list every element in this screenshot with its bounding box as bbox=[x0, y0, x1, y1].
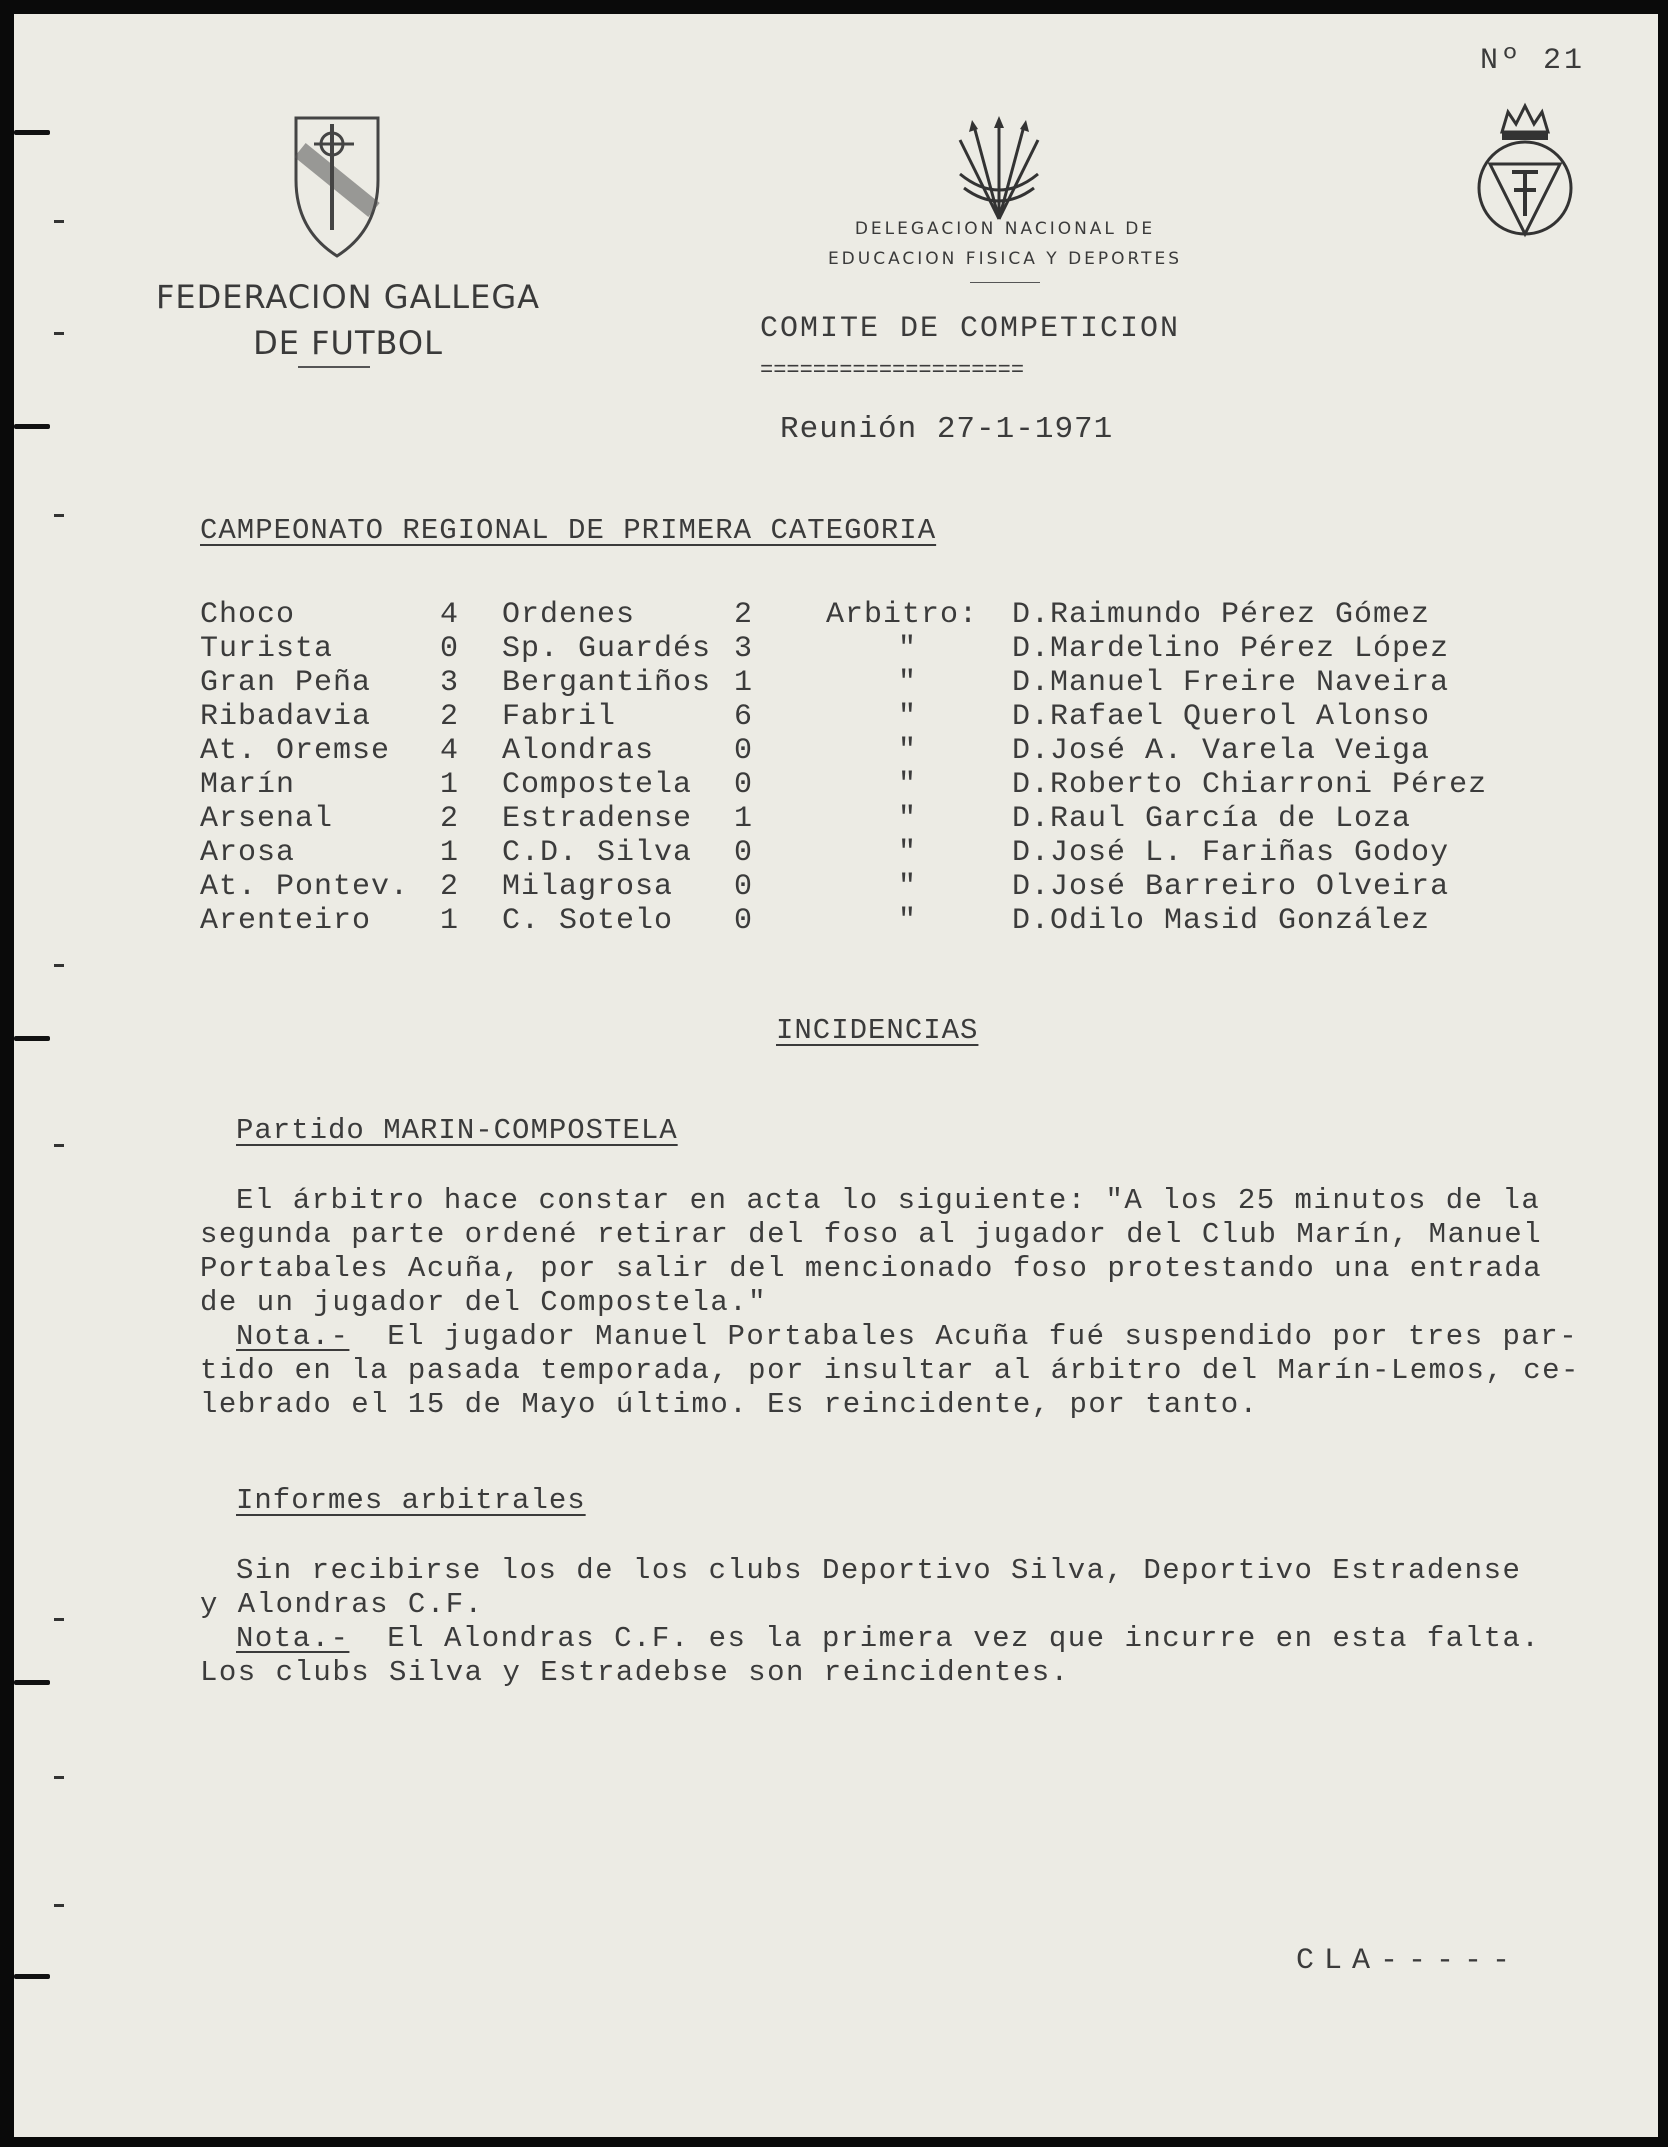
partido-heading: Partido MARIN-COMPOSTELA bbox=[236, 1114, 678, 1147]
referee-ditto: " bbox=[898, 904, 918, 938]
home-team: Arsenal bbox=[200, 802, 334, 836]
nota-label: Nota.- bbox=[236, 1622, 350, 1655]
referee-name: D.Roberto Chiarroni Pérez bbox=[1012, 768, 1488, 802]
nota-line bbox=[200, 1320, 1640, 1354]
home-goals: 3 bbox=[440, 666, 460, 700]
away-goals: 1 bbox=[734, 666, 754, 700]
referee-ditto: " bbox=[898, 632, 918, 666]
table-row bbox=[200, 598, 1530, 632]
committee-double-underline: ==================== bbox=[760, 358, 1025, 383]
table-row bbox=[200, 666, 1530, 700]
home-goals: 1 bbox=[440, 904, 460, 938]
text-line: lebrado el 15 de Mayo último. Es reincidente, por tanto. bbox=[200, 1388, 1259, 1421]
crowned-federation-crest bbox=[1470, 98, 1580, 248]
incidencias-heading: INCIDENCIAS bbox=[776, 1014, 979, 1047]
text-line: tido en la pasada temporada, por insultar al árbitro del Marín-Lemos, ce- bbox=[200, 1354, 1580, 1387]
partido-body bbox=[200, 1184, 1640, 1422]
margin-mark bbox=[54, 220, 64, 223]
away-team: Estradense bbox=[502, 802, 693, 836]
home-goals: 2 bbox=[440, 870, 460, 904]
table-row bbox=[200, 700, 1530, 734]
results-table bbox=[200, 598, 1530, 948]
table-row bbox=[200, 632, 1530, 666]
home-team: Gran Peña bbox=[200, 666, 372, 700]
referee-ditto: " bbox=[898, 700, 918, 734]
away-team: Compostela bbox=[502, 768, 693, 802]
nota-label: Nota.- bbox=[236, 1320, 350, 1353]
margin-mark bbox=[54, 332, 64, 335]
home-goals: 1 bbox=[440, 768, 460, 802]
meeting-date: Reunión 27-1-1971 bbox=[780, 412, 1114, 447]
delegation-line2: EDUCACION FISICA Y DEPORTES bbox=[827, 249, 1183, 269]
binder-hole bbox=[14, 424, 50, 429]
away-team: Alondras bbox=[502, 734, 655, 768]
table-row bbox=[200, 734, 1530, 768]
text-line: de un jugador del Compostela." bbox=[200, 1286, 768, 1319]
yoke-and-arrows-emblem bbox=[954, 114, 1044, 224]
text-line: Los clubs Silva y Estradebse son reincidentes. bbox=[200, 1656, 1070, 1689]
margin-mark bbox=[54, 514, 64, 517]
text-line: y Alondras C.F. bbox=[200, 1588, 484, 1621]
referee-ditto: " bbox=[898, 666, 918, 700]
binder-hole bbox=[14, 1036, 50, 1041]
away-team: C.D. Silva bbox=[502, 836, 693, 870]
table-row bbox=[200, 870, 1530, 904]
away-goals: 1 bbox=[734, 802, 754, 836]
away-team: C. Sotelo bbox=[502, 904, 674, 938]
home-team: Choco bbox=[200, 598, 296, 632]
referee-name: D.José A. Varela Veiga bbox=[1012, 734, 1431, 768]
away-goals: 6 bbox=[734, 700, 754, 734]
nota-text: El jugador Manuel Portabales Acuña fué suspendido por tres par- bbox=[387, 1320, 1579, 1353]
away-goals: 0 bbox=[734, 836, 754, 870]
home-goals: 0 bbox=[440, 632, 460, 666]
home-team: Marín bbox=[200, 768, 296, 802]
binder-hole bbox=[14, 1680, 50, 1685]
referee-name: D.José L. Fariñas Godoy bbox=[1012, 836, 1450, 870]
home-team: Ribadavia bbox=[200, 700, 372, 734]
referee-ditto: " bbox=[898, 802, 918, 836]
margin-mark bbox=[54, 1144, 64, 1147]
margin-mark bbox=[54, 964, 64, 967]
nota-line bbox=[200, 1622, 1640, 1656]
text-line: Portabales Acuña, por salir del mencionado foso protestando una entrada bbox=[200, 1252, 1543, 1285]
referee-name: D.Mardelino Pérez López bbox=[1012, 632, 1450, 666]
home-goals: 2 bbox=[440, 802, 460, 836]
home-team: Arosa bbox=[200, 836, 296, 870]
referee-ditto: " bbox=[898, 870, 918, 904]
divider bbox=[970, 282, 1040, 283]
championship-heading: CAMPEONATO REGIONAL DE PRIMERA CATEGORIA bbox=[200, 514, 937, 547]
away-team: Ordenes bbox=[502, 598, 636, 632]
table-row bbox=[200, 802, 1530, 836]
informes-heading: Informes arbitrales bbox=[236, 1484, 586, 1517]
home-team: At. Pontev. bbox=[200, 870, 410, 904]
margin-mark bbox=[54, 1904, 64, 1907]
table-row bbox=[200, 836, 1530, 870]
away-goals: 0 bbox=[734, 904, 754, 938]
away-team: Bergantiños bbox=[502, 666, 712, 700]
home-goals: 1 bbox=[440, 836, 460, 870]
away-goals: 2 bbox=[734, 598, 754, 632]
table-row bbox=[200, 768, 1530, 802]
away-team: Fabril bbox=[502, 700, 617, 734]
federation-name-line2: DE FUTBOL bbox=[253, 324, 443, 362]
document-page bbox=[14, 14, 1658, 2137]
referee-label: Arbitro: bbox=[826, 598, 979, 632]
home-team: Arenteiro bbox=[200, 904, 372, 938]
away-team: Milagrosa bbox=[502, 870, 674, 904]
referee-name: D.Manuel Freire Naveira bbox=[1012, 666, 1450, 700]
away-goals: 0 bbox=[734, 870, 754, 904]
referee-name: D.Raul García de Loza bbox=[1012, 802, 1412, 836]
margin-mark bbox=[54, 1776, 64, 1779]
referee-ditto: " bbox=[898, 734, 918, 768]
federation-name-line1: FEDERACION GALLEGA bbox=[155, 278, 541, 316]
footer-initials: CLA----- bbox=[1296, 1944, 1521, 1978]
committee-title: COMITE DE COMPETICION bbox=[760, 312, 1181, 346]
delegation-line1: DELEGACION NACIONAL DE bbox=[854, 219, 1156, 239]
binder-hole bbox=[14, 130, 50, 135]
text-line: segunda parte ordené retirar del foso al jugador del Club Marín, Manuel bbox=[200, 1218, 1543, 1251]
informes-body bbox=[200, 1554, 1640, 1690]
away-goals: 0 bbox=[734, 734, 754, 768]
text-line: El árbitro hace constar en acta lo siguiente: "A los 25 minutos de la bbox=[236, 1184, 1541, 1217]
away-goals: 0 bbox=[734, 768, 754, 802]
federation-shield-logo bbox=[290, 110, 384, 260]
table-row bbox=[200, 904, 1530, 938]
away-goals: 3 bbox=[734, 632, 754, 666]
nota-text: El Alondras C.F. es la primera vez que incurre en esta falta. bbox=[387, 1622, 1541, 1655]
referee-ditto: " bbox=[898, 836, 918, 870]
referee-name: D.Odilo Masid González bbox=[1012, 904, 1431, 938]
referee-name: D.Raimundo Pérez Gómez bbox=[1012, 598, 1431, 632]
home-goals: 4 bbox=[440, 598, 460, 632]
binder-hole bbox=[14, 1974, 50, 1979]
home-goals: 2 bbox=[440, 700, 460, 734]
home-goals: 4 bbox=[440, 734, 460, 768]
referee-name: D.Rafael Querol Alonso bbox=[1012, 700, 1431, 734]
home-team: Turista bbox=[200, 632, 334, 666]
margin-mark bbox=[54, 1618, 64, 1621]
text-line: Sin recibirse los de los clubs Deportivo Silva, Deportivo Estradense bbox=[236, 1554, 1522, 1587]
home-team: At. Oremse bbox=[200, 734, 391, 768]
referee-name: D.José Barreiro Olveira bbox=[1012, 870, 1450, 904]
away-team: Sp. Guardés bbox=[502, 632, 712, 666]
divider bbox=[298, 366, 370, 368]
document-number: Nº 21 bbox=[1480, 44, 1586, 78]
referee-ditto: " bbox=[898, 768, 918, 802]
